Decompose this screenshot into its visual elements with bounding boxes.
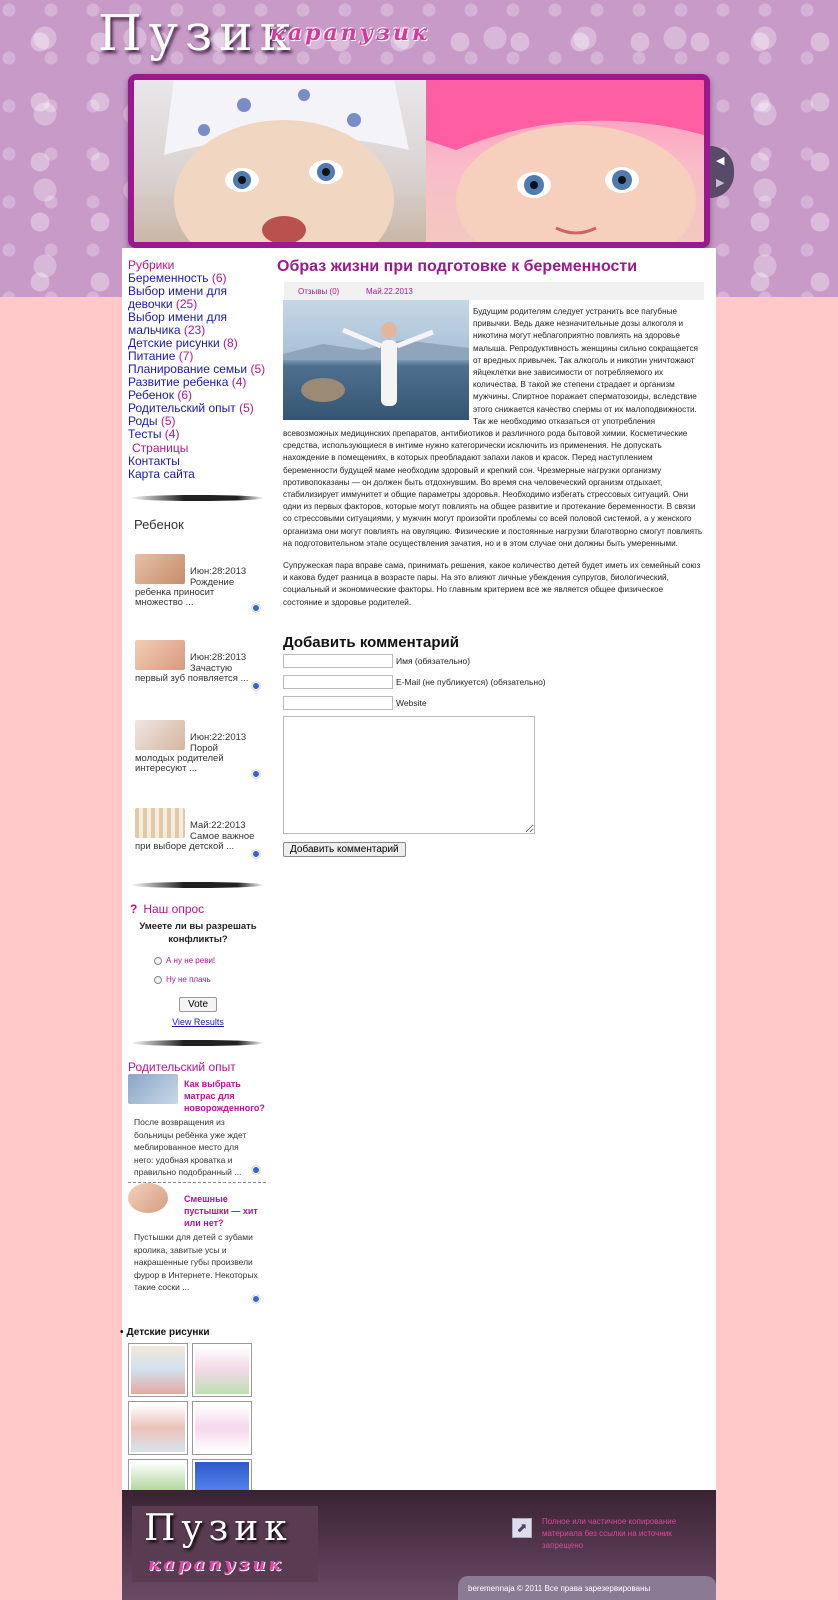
gallery-title: • Детские рисунки — [120, 1327, 210, 1338]
gallery-widget — [120, 1327, 266, 1338]
article-date: Май.22.2013 — [366, 287, 413, 296]
experience-heading[interactable]: Смешные пустышки — хит или нет? — [184, 1194, 258, 1228]
copyright-bar — [458, 1576, 716, 1600]
experience-thumbnail[interactable] — [128, 1183, 168, 1213]
website-field[interactable] — [283, 696, 393, 710]
categories-title: Рубрики — [128, 258, 175, 272]
comments-link[interactable]: Отзывы (0) — [298, 287, 340, 296]
email-row — [283, 675, 546, 689]
category-item[interactable]: Беременность (6) — [128, 271, 227, 285]
experience-heading[interactable]: Как выбрать матрас для новорожденного? — [184, 1079, 265, 1113]
gallery-thumbnail[interactable] — [192, 1343, 252, 1397]
category-item[interactable]: Тесты (4) — [128, 427, 180, 441]
comment-textarea[interactable] — [283, 716, 535, 834]
child-widget-title: Ребенок — [134, 517, 184, 532]
gallery-thumbnail[interactable] — [128, 1343, 188, 1397]
sidebar-divider — [130, 495, 264, 501]
main-content — [276, 258, 706, 855]
poll-title: ? Наш опрос — [130, 902, 205, 916]
category-item[interactable]: Ребенок (6) — [128, 388, 192, 402]
radio-button[interactable] — [154, 957, 162, 965]
post-excerpt: Зачастую первый зуб появляется ... — [135, 663, 249, 684]
poll-option[interactable]: Ну не плачь — [154, 975, 266, 984]
website-row — [283, 696, 427, 710]
category-item[interactable]: Детские рисунки (8) — [128, 336, 238, 350]
article-paragraph: Супружеская пара вправе сама, принимать решения, какое количество детей будет иметь их семейный союз и какова будет разница в возрасте пары. На это влияют личные убеждения супругов, биологический, социальный и экономические факторы. Но главным критерием все же является общее физическое состояние и здоровье родителей. — [283, 561, 701, 607]
experience-title: Родительский опыт — [128, 1060, 236, 1074]
article-body — [283, 306, 703, 619]
post-date: Май:22:2013 — [190, 820, 246, 831]
vote-button[interactable]: Vote — [179, 997, 217, 1012]
article-paragraph: Будущим родителям следует устранить все пагубные привычки. Ведь даже незначительные дозы алкоголя и никотина могут неблагоприятно повлиять на здоровье малыша. Репродуктивность женщины сильно сокращается от вредных привычек. Так алкоголь и никотин уничтожают яйцеклетки вне зависимости от потребляемого их количества. В такой же степени страдает и организм мужчины. Спиртное поражает сперматозоиды, вследствие этого снижается качество спермы от их малоподвижности. Так же необходимо отказаться от употребления всевозможных медицинских препаратов, антибиотиков и различного рода бытовой химии. Косметические средства, использующиеся в интиме нужно категорически исключить из применения. Не допускать нахождение в помещениях, в которых преобладают запахи лаков и красок. Перед наступлением беременности будущей маме необходим здоровый и крепкий сон. Чрезмерные нагрузки организму противопоказаны — он должен быть отдохнувшим. Во время сна человеческий организм отдыхает, стабилизирует иммунитет и общие параметры здоровья. Необходимо избегать стрессовых ситуаций. Они одни из первых факторов, которые могут повлиять на общее развитие и протекание беременности. В связи со стрессовыми ситуациями, у мужчин могут произойти проблемы со всей половой системой, а у женского организма они могут повлиять на овуляцию. Физические и постоянные нагрузки благотворно смогут повлиять на подготовительном этапе осуществления зачатия, но и в этом случае они должны быть умеренными. — [283, 307, 703, 548]
slider-prev-icon[interactable]: ◀ — [716, 155, 725, 167]
header-slider[interactable] — [128, 74, 710, 248]
post-date: Июн:28:2013 — [190, 652, 247, 663]
submit-comment-button[interactable]: Добавить комментарий — [283, 842, 406, 857]
logo-main-text: Пузик — [98, 4, 298, 62]
question-icon: ? — [130, 902, 138, 916]
category-item[interactable]: Выбор имени для мальчика (23) — [128, 310, 227, 337]
category-item[interactable]: Питание (7) — [128, 349, 194, 363]
sidebar-divider — [130, 882, 264, 888]
name-label: Имя (обязательно) — [396, 656, 471, 666]
post-excerpt: Самое важное при выборе детской ... — [135, 831, 255, 852]
experience-item[interactable] — [128, 1183, 266, 1303]
read-more-icon[interactable] — [252, 1295, 260, 1303]
gallery-thumbnail[interactable] — [192, 1401, 252, 1455]
poll-widget — [128, 902, 266, 1030]
footer-logo-main: Пузик — [144, 1508, 293, 1549]
pages-title: Страницы — [132, 441, 189, 455]
child-post[interactable] — [128, 640, 266, 720]
name-row — [283, 654, 470, 668]
experience-excerpt: После возвращения из больницы ребёнка уже ждет меблированное место для него: удобная кроватка и правильно подобранный ... — [134, 1117, 247, 1177]
email-label: E-Mail (не публикуется) (обязательно) — [396, 677, 546, 687]
footer-logo-sub: карапузик — [148, 1554, 284, 1575]
gallery-thumbnail[interactable] — [128, 1401, 188, 1455]
post-excerpt: Рождение ребенка приносит множество ... — [135, 577, 235, 608]
read-more-icon[interactable] — [252, 604, 260, 612]
child-post[interactable] — [128, 554, 266, 640]
site-logo[interactable] — [98, 2, 430, 64]
experience-excerpt: Пустышки для детей с зубами кролика, завитые усы и накрашенные губы произвели фурор в Интернете. Некоторых такие соски ... — [134, 1232, 258, 1292]
footer — [122, 1490, 716, 1600]
experience-item[interactable] — [128, 1074, 266, 1180]
experience-widget — [128, 1060, 266, 1303]
category-item[interactable]: Развитие ребенка (4) — [128, 375, 247, 389]
child-post[interactable] — [128, 808, 266, 878]
sidebar-divider — [130, 1040, 264, 1046]
category-item[interactable]: Роды (5) — [128, 414, 176, 428]
category-item[interactable]: Родительский опыт (5) — [128, 401, 254, 415]
slide-baby-hat-image — [134, 80, 426, 242]
slide-baby-pink-image — [426, 80, 704, 242]
post-excerpt: Порой молодых родителей интересуют ... — [135, 743, 224, 774]
post-date: Июн:22:2013 — [190, 732, 247, 743]
external-link-icon: ⬈ — [512, 1518, 532, 1538]
view-results-link[interactable]: View Results — [172, 1017, 224, 1027]
copy-notice: Полное или частичное копирование материала без ссылки на источник запрещено — [542, 1517, 677, 1550]
page-link-contacts[interactable]: Контакты — [128, 454, 180, 468]
sidebar — [120, 258, 266, 1338]
footer-logo[interactable] — [132, 1506, 318, 1582]
read-more-icon[interactable] — [252, 850, 260, 858]
radio-button[interactable] — [154, 976, 162, 984]
experience-thumbnail[interactable] — [128, 1074, 178, 1104]
post-date: Июн:28:2013 — [190, 566, 247, 577]
article-title[interactable]: Образ жизни при подготовке к беременности — [277, 258, 638, 275]
name-field[interactable] — [283, 654, 393, 668]
bullet-icon: • — [120, 1327, 124, 1338]
pages-list — [128, 455, 266, 481]
slider-next-icon[interactable]: ▶ — [716, 177, 725, 189]
website-label: Website — [396, 698, 427, 708]
child-posts — [128, 554, 266, 878]
gallery-grid — [128, 1343, 252, 1513]
poll-question: Умеете ли вы разрешать конфликты? — [139, 921, 257, 945]
child-post[interactable] — [128, 720, 266, 808]
category-list — [128, 272, 266, 441]
category-item[interactable]: Выбор имени для девочки (25) — [128, 284, 227, 311]
read-more-icon[interactable] — [252, 770, 260, 778]
poll-option[interactable]: А ну не реви! — [154, 956, 266, 965]
email-field[interactable] — [283, 675, 393, 689]
copyright-text: beremennaja © 2011 Все права зарезервированы — [468, 1584, 651, 1593]
read-more-icon[interactable] — [252, 682, 260, 690]
category-item[interactable]: Планирование семьи (5) — [128, 362, 266, 376]
page-link-sitemap[interactable]: Карта сайта — [128, 467, 195, 481]
logo-sub-text: карапузик — [270, 20, 430, 46]
comment-form-title: Добавить комментарий — [283, 634, 459, 651]
read-more-icon[interactable] — [252, 1166, 260, 1174]
article-meta — [284, 282, 704, 300]
